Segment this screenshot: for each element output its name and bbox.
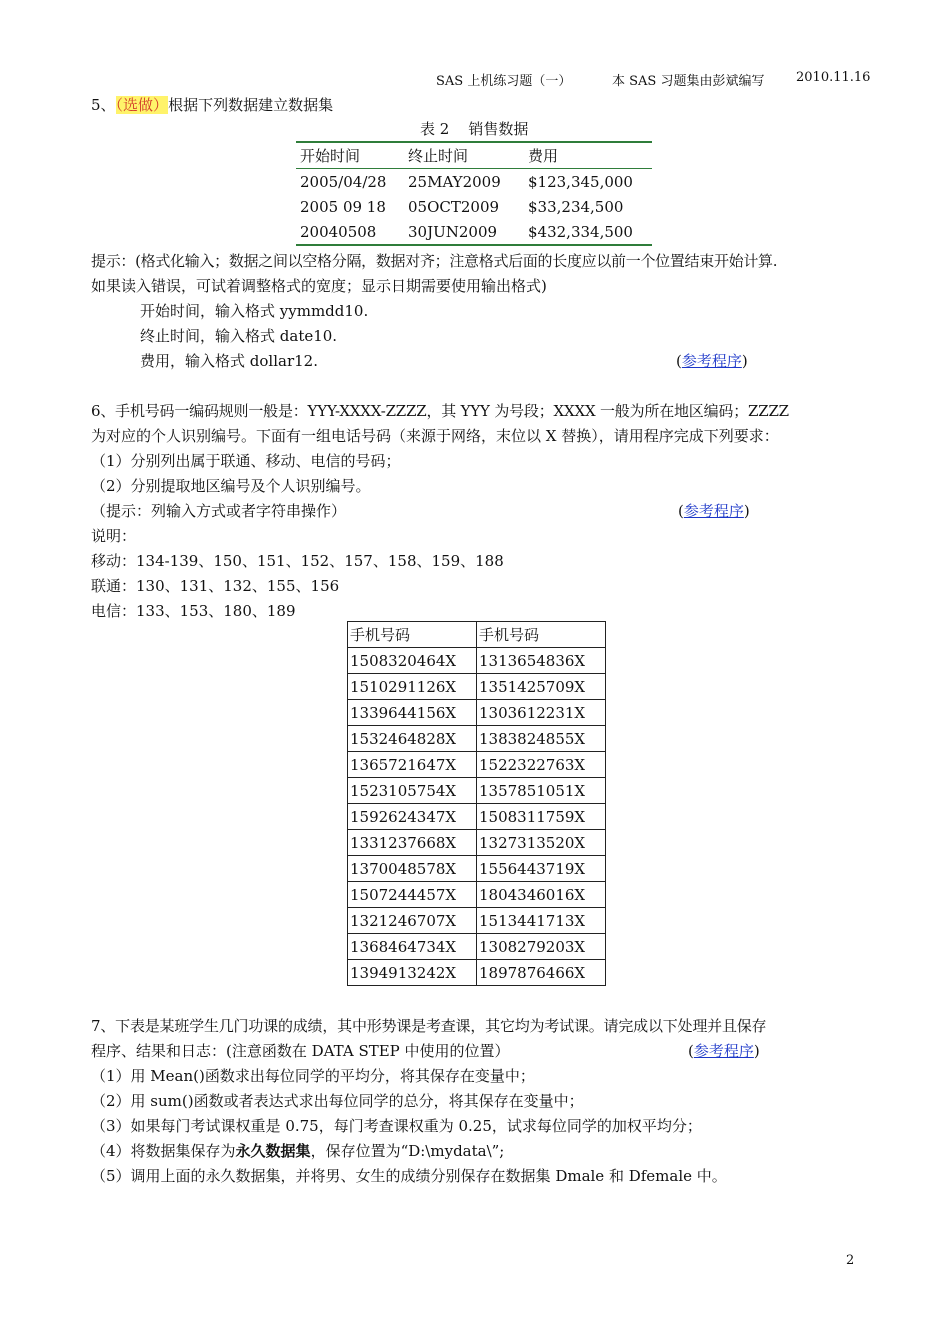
table-cell: $432,334,500 [528, 222, 633, 241]
carrier-telecom: 电信：133、153、180、189 [91, 602, 296, 620]
phone-cell: 1327313520X [477, 830, 606, 856]
q6-req1: （1）分别列出属于联通、移动、电信的号码； [91, 452, 401, 470]
col-end-time: 终止时间 [408, 147, 469, 165]
table-row [348, 934, 606, 960]
table-cell: 2005 09 18 [300, 197, 386, 216]
optional-tag: （选做） [115, 96, 169, 114]
table-cell: 20040508 [300, 222, 377, 241]
phone-cell: 1513441713X [477, 908, 606, 934]
table-row [348, 856, 606, 882]
phone-cell: 1368464734X [348, 934, 477, 960]
table-row [348, 648, 606, 674]
phone-cell: 1321246707X [348, 908, 477, 934]
q6-note: 说明： [91, 527, 137, 545]
q5-reference [676, 350, 748, 371]
paren-open: ( [676, 352, 682, 370]
phone-cell: 1339644156X [348, 700, 477, 726]
phone-cell: 1507244457X [348, 882, 477, 908]
q5-hint-line1: 提示：(格式化输入；数据之间以空格分隔，数据对齐；注意格式后面的长度应以前一个位置结束开始计算. [91, 252, 778, 270]
phone-cell: 1394913242X [348, 960, 477, 986]
table-header-row [348, 622, 606, 648]
table-row [296, 219, 652, 245]
header-title: SAS 上机练习题（一） [436, 74, 572, 89]
phone-cell: 1313654836X [477, 648, 606, 674]
format-end: 终止时间，输入格式 date10. [140, 327, 338, 345]
page-number: 2 [846, 1253, 855, 1268]
sales-table [296, 141, 652, 246]
header-author: 本 SAS 习题集由彭斌编写 [612, 74, 765, 89]
table-row [348, 908, 606, 934]
phone-cell: 1532464828X [348, 726, 477, 752]
q7-req4 [91, 1140, 504, 1161]
table-row [348, 778, 606, 804]
q7-req4-suffix: ，保存位置为“D:\mydata\”; [310, 1142, 505, 1160]
table-row [348, 726, 606, 752]
q6-line1: 6、手机号码一编码规则一般是：YYY-XXXX-ZZZZ，其 YYY 为号段；XXXX 一般为所在地区编码；ZZZZ [91, 402, 789, 420]
carrier-unicom: 联通：130、131、132、155、156 [91, 577, 340, 595]
format-cost: 费用，输入格式 dollar12. [140, 352, 318, 370]
q7-reference [688, 1040, 760, 1061]
header-date: 2010.11.16 [796, 70, 871, 85]
phone-cell: 1556443719X [477, 856, 606, 882]
phone-cell: 1508320464X [348, 648, 477, 674]
paren-open: ( [678, 502, 684, 520]
format-start: 开始时间，输入格式 yymmdd10. [140, 302, 369, 320]
reference-program-link[interactable]: 参考程序 [683, 502, 744, 520]
phone-cell: 1370048578X [348, 856, 477, 882]
phone-cell: 1303612231X [477, 700, 606, 726]
q5-heading [91, 94, 333, 115]
table-row [348, 674, 606, 700]
col-start-time: 开始时间 [300, 147, 361, 165]
paren-close: ) [743, 502, 750, 520]
paren-close: ) [753, 1042, 760, 1060]
table-row [348, 700, 606, 726]
table-cell: 25MAY2009 [408, 172, 501, 191]
table-row [348, 830, 606, 856]
phone-cell: 1383824855X [477, 726, 606, 752]
table-row [348, 804, 606, 830]
phone-cell: 1897876466X [477, 960, 606, 986]
table-cell: 2005/04/28 [300, 172, 387, 191]
table-row [348, 882, 606, 908]
q6-req2: （2）分别提取地区编号及个人识别编号。 [91, 477, 371, 495]
paren-close: ) [741, 352, 748, 370]
table-cell: 05OCT2009 [408, 197, 500, 216]
col-cost: 费用 [528, 147, 559, 165]
q5-hint-line2: 如果读入错误，可试着调整格式的宽度；显示日期需要使用输出格式) [91, 277, 547, 295]
table-cell: 30JUN2009 [408, 222, 498, 241]
table-row [296, 194, 652, 219]
phone-cell: 1331237668X [348, 830, 477, 856]
carrier-mobile: 移动：134-139、150、151、152、157、158、159、188 [91, 552, 504, 570]
col-phone-1: 手机号码 [348, 622, 477, 648]
q6-reference [678, 500, 750, 521]
phone-cell: 1510291126X [348, 674, 477, 700]
phone-cell: 1308279203X [477, 934, 606, 960]
q7-req5: （5）调用上面的永久数据集，并将男、女生的成绩分别保存在数据集 Dmale 和 Dfemale 中。 [91, 1167, 727, 1185]
phone-cell: 1804346016X [477, 882, 606, 908]
reference-program-link[interactable]: 参考程序 [693, 1042, 754, 1060]
table-row [296, 169, 652, 195]
q5-number: 5、 [91, 96, 116, 114]
table-cell: $123,345,000 [528, 172, 633, 191]
q6-line2: 为对应的个人识别编号。下面有一组电话号码（来源于网络，末位以 X 替换），请用程序完成下列要求： [91, 427, 779, 445]
q6-hint: （提示：列输入方式或者字符串操作） [91, 502, 347, 520]
reference-program-link[interactable]: 参考程序 [681, 352, 742, 370]
q7-line1: 7、下表是某班学生几门功课的成绩，其中形势课是考查课，其它均为考试课。请完成以下处理并且保存 [91, 1017, 767, 1035]
phone-cell: 1592624347X [348, 804, 477, 830]
phone-cell: 1523105754X [348, 778, 477, 804]
q7-req1: （1）用 Mean()函数求出每位同学的平均分，将其保存在变量中； [91, 1067, 535, 1085]
q7-req2: （2）用 sum()函数或者表达式求出每位同学的总分，将其保存在变量中； [91, 1092, 584, 1110]
table-cell: $33,234,500 [528, 197, 624, 216]
table-caption: 表 2 销售数据 [420, 120, 529, 138]
q5-title: 根据下列数据建立数据集 [168, 96, 334, 114]
phone-cell: 1351425709X [477, 674, 606, 700]
phone-cell: 1357851051X [477, 778, 606, 804]
q7-line2: 程序、结果和日志：(注意函数在 DATA STEP 中使用的位置） [91, 1042, 510, 1060]
q7-req4-prefix: （4）将数据集保存为 [91, 1142, 236, 1160]
q7-req3: （3）如果每门考试课权重是 0.75，每门考查课权重为 0.25，试求每位同学的加权平均分； [91, 1117, 702, 1135]
phone-cell: 1508311759X [477, 804, 606, 830]
table-row [348, 960, 606, 986]
col-phone-2: 手机号码 [477, 622, 606, 648]
phone-table [347, 621, 606, 986]
table-row [348, 752, 606, 778]
paren-open: ( [688, 1042, 694, 1060]
table-header-row [296, 142, 652, 169]
q7-req4-emphasis: 永久数据集 [235, 1142, 311, 1160]
phone-cell: 1522322763X [477, 752, 606, 778]
phone-cell: 1365721647X [348, 752, 477, 778]
